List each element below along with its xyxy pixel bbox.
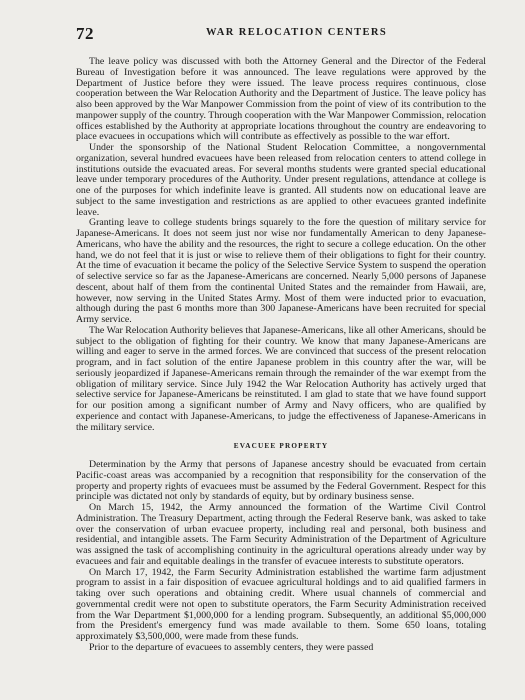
paragraph: Under the sponsorship of the National Student Relocation Committee, a nongovernmental organization, several hundred evacuees have been released from relocation centers to attend college in institutions outside the evacuated areas. For several months students were granted special educational leave under temporary procedures of the Authority. Under present regulations, attendance at college is one of the purposes for which indefinite leave is granted. All students now on educational leave are subject to the same investigation and restrictions as are applied to other evacuees granted indefinite leave. [76, 142, 486, 218]
body-text [76, 57, 486, 654]
paragraph: On March 17, 1942, the Farm Security Administration established the wartime farm adjustment program to assist in a fair disposition of evacuee agricultural holdings and to aid qualified farmers in taking over such operations and obtaining credit. Where usual channels of commercial and governmental credit were not open to substitute operators, the Farm Security Administration received from the War Department $1,000,000 for a lending program. Subsequently, an additional $5,000,000 from the President's emergency fund was made available to them. Some 650 loans, totaling approximately $3,500,000, were made from these funds. [76, 566, 486, 642]
section-heading: EVACUEE PROPERTY [233, 442, 329, 451]
paragraph: The War Relocation Authority believes that Japanese-Americans, like all other Americans, should be subject to the obligation of fighting for their country. We know that many Japanese-Americans are willing and eager to serve in the armed forces. We are convinced that success of the present relocation program, and in fact solution of the entire Japanese problem in this country after the war, will be seriously jeopardized if Japanese-Americans remain through the remainder of the war exempt from the obligation of military service. Since July 1942 the War Relocation Authority has actively urged that selective service for Japanese-Americans be reinstituted. I am glad to state that we have found support for our position among a significant number of Army and Navy officers, who are qualified by experience and contact with Japanese-Americans, to judge the effectiveness of Japanese-Americans in the military service. [76, 324, 486, 433]
paragraph: Prior to the departure of evacuees to assembly centers, they were passed [89, 641, 374, 653]
paragraph: Determination by the Army that persons of Japanese ancestry should be evacuated from certain Pacific-coast areas was accompanied by a recognition that responsibility for the conservation of the property and property rights of evacuees must be assumed by the Federal Government. Respect for this principle was dictated not only by standards of equity, but by ordinary business sense. [76, 459, 486, 503]
page-number: 72 [76, 24, 94, 43]
running-head: WAR RELOCATION CENTERS [206, 27, 388, 38]
paragraph: On March 15, 1942, the Army announced the formation of the Wartime Civil Control Administration. The Treasury Department, acting through the Federal Reserve bank, was asked to take over the conservation of urban evacuee property, including real and personal, both business and residential, and intangible assets. The Farm Security Administration of the Department of Agriculture was assigned the task of accomplishing continuity in the agricultural operations already under way by evacuees and fair and equitable dealings in the transfer of evacuee interests to substitute operators. [76, 502, 486, 567]
page-header [76, 24, 486, 42]
paragraph: Granting leave to college students brings squarely to the fore the question of military service for Japanese-Americans. It does not seem just nor wise nor fundamentally American to deny Japanese-Americans, who have the ability and the resources, the right to secure a college education. On the other hand, we do not feel that it is just or wise to relieve them of their obligations to fight for their country. At the time of evacuation it became the policy of the Selective Service System to suspend the operation of selective service so far as the Japanese-Americans are concerned. Nearly 5,000 persons of Japanese descent, about half of them from the continental United States and the remainder from Hawaii, are, however, now serving in the United States Army. Most of them were inducted prior to evacuation, although during the past 6 months more than 300 Japanese-Americans have been recruited for special Army service. [76, 217, 486, 325]
paragraph: The leave policy was discussed with both the Attorney General and the Director of the Federal Bureau of Investigation before it was announced. The leave regulations were approved by the Department of Justice before they were issued. The leave process requires continuous, close cooperation between the War Relocation Authority and the Department of Justice. The leave policy has also been approved by the War Manpower Commission from the point of view of its contribution to the manpower supply of the country. Through cooperation with the War Manpower Commission, relocation offices established by the Authority at appropriate locations throughout the country are endeavoring to place evacuees in occupations which will contribute as effectively as possible to the war effort. [76, 56, 486, 143]
